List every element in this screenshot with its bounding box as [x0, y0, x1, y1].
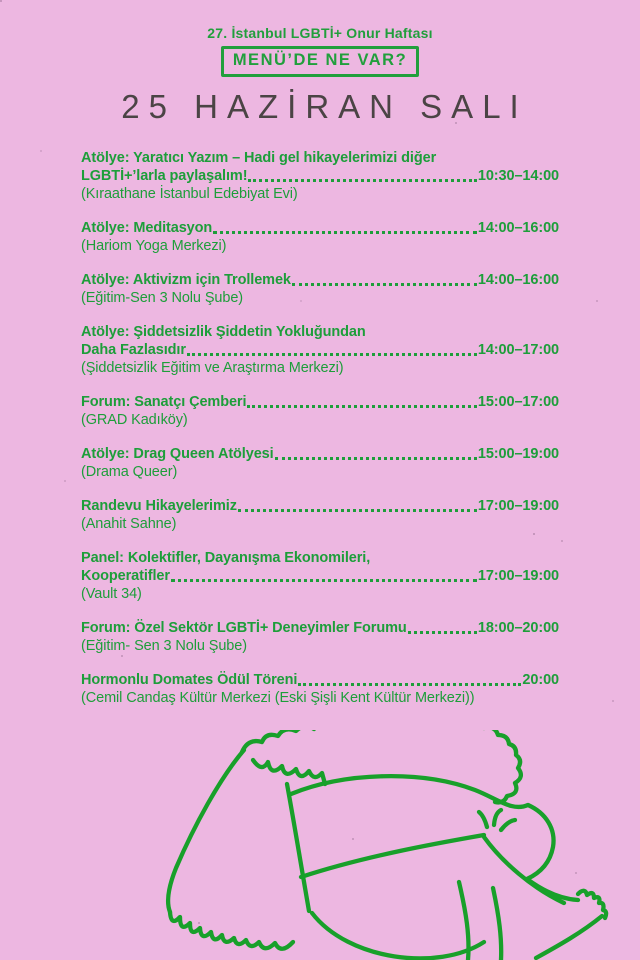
event-item	[81, 219, 559, 255]
event-title: Atölye: Meditasyon	[81, 219, 213, 236]
event-title: Atölye: Aktivizm için Trollemek	[81, 271, 291, 288]
event-title-line	[81, 219, 559, 237]
event-title-line	[81, 567, 559, 585]
fringe-scallops	[253, 760, 325, 784]
event-title: Kooperatifler	[81, 567, 170, 584]
event-title: Forum: Özel Sektör LGBTİ+ Deneyimler Forumu	[81, 619, 407, 636]
crossed-legs-line-drawing-svg	[150, 730, 640, 960]
event-item	[81, 271, 559, 307]
dotted-leader	[298, 683, 521, 686]
knee-hairs	[479, 810, 515, 830]
event-time: 20:00	[522, 671, 559, 688]
stamp-box-row	[0, 42, 640, 77]
event-venue: (GRAD Kadıköy)	[81, 411, 188, 428]
knee-outline	[527, 805, 554, 879]
schedule-list	[81, 149, 559, 707]
event-time: 14:00–17:00	[477, 341, 559, 358]
event-time: 14:00–16:00	[477, 219, 559, 236]
event-venue: (Eğitim-Sen 3 Nolu Şube)	[81, 289, 244, 306]
event-time: 17:00–19:00	[477, 567, 559, 584]
event-title-line	[81, 341, 559, 359]
dotted-leader	[171, 579, 477, 582]
crossed-legs-illustration	[150, 730, 640, 960]
week-title: 27. İstanbul LGBTİ+ Onur Haftası	[207, 25, 433, 41]
lower-body-curve	[312, 913, 484, 958]
event-venue: (Kıraathane İstanbul Edebiyat Evi)	[81, 185, 298, 202]
event-time: 10:30–14:00	[477, 167, 559, 184]
event-title-line	[81, 619, 559, 637]
dotted-leader	[248, 179, 476, 182]
event-title-line	[81, 393, 559, 411]
event-title-line	[81, 445, 559, 463]
calf-line-right	[493, 888, 501, 960]
event-item	[81, 445, 559, 481]
event-venue: (Cemil Candaş Kültür Merkezi (Eski Şişli Kent Kültür Merkezi))	[81, 689, 475, 706]
dotted-leader	[238, 509, 477, 512]
event-title: Panel: Kolektifler, Dayanışma Ekonomileri,	[81, 549, 371, 566]
event-venue: (Eğitim- Sen 3 Nolu Şube)	[81, 637, 247, 654]
event-title-line	[81, 167, 559, 185]
event-venue: (Anahit Sahne)	[81, 515, 177, 532]
event-title: Atölye: Yaratıcı Yazım – Hadi gel hikayelerimizi diğer	[81, 149, 437, 166]
stamp-badge: MENÜ’DE NE VAR?	[221, 46, 419, 77]
thigh-top-line	[291, 776, 528, 807]
event-title: Daha Fazlasıdır	[81, 341, 186, 358]
dotted-leader	[213, 231, 477, 234]
event-item	[81, 149, 559, 203]
event-title: Hormonlu Domates Ödül Töreni	[81, 671, 298, 688]
dotted-leader	[275, 457, 477, 460]
event-title-line	[81, 271, 559, 289]
event-item	[81, 619, 559, 655]
event-item	[81, 549, 559, 603]
dotted-leader	[292, 283, 477, 286]
event-time: 17:00–19:00	[477, 497, 559, 514]
event-item	[81, 323, 559, 377]
event-title: Forum: Sanatçı Çemberi	[81, 393, 247, 410]
event-time: 15:00–17:00	[477, 393, 559, 410]
event-venue: (Drama Queer)	[81, 463, 178, 480]
dotted-leader	[187, 353, 477, 356]
under-thigh-line	[301, 835, 484, 877]
event-time: 14:00–16:00	[477, 271, 559, 288]
event-venue: (Şiddetsizlik Eğitim ve Araştırma Merkezi)	[81, 359, 344, 376]
day-title: 25 HAZİRAN SALI	[121, 87, 528, 125]
event-title-line	[81, 671, 559, 689]
event-title-line	[81, 497, 559, 515]
event-venue: (Hariom Yoga Merkezi)	[81, 237, 227, 254]
furry-block-right-edge	[287, 784, 309, 911]
event-time: 18:00–20:00	[477, 619, 559, 636]
event-item	[81, 393, 559, 429]
event-item	[81, 497, 559, 533]
dotted-leader	[247, 405, 476, 408]
event-title: LGBTİ+’larla paylaşalım!	[81, 167, 248, 184]
event-venue: (Vault 34)	[81, 585, 142, 602]
event-title: Randevu Hikayelerimiz	[81, 497, 237, 514]
event-title: Atölye: Şiddetsizlik Şiddetin Yokluğundan	[81, 323, 366, 340]
poster-header	[0, 0, 640, 77]
furry-block-left-edge	[168, 750, 244, 912]
dotted-leader	[408, 631, 477, 634]
event-item	[81, 671, 559, 707]
foot-sole-line	[536, 916, 602, 958]
event-time: 15:00–19:00	[477, 445, 559, 462]
event-title: Atölye: Drag Queen Atölyesi	[81, 445, 274, 462]
furry-block-bottom-fringe	[170, 912, 293, 949]
